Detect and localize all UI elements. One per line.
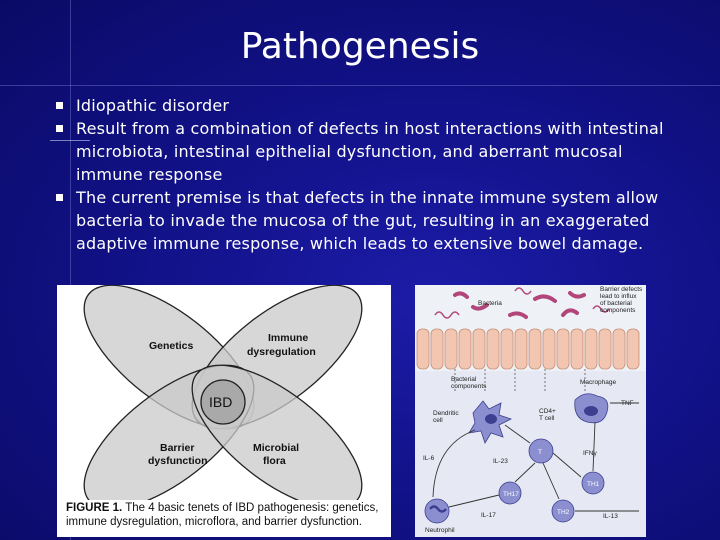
barrier-note-line3: of bacterial <box>600 300 632 307</box>
square-bullet-icon <box>56 125 63 132</box>
tnf-label: TNF <box>621 400 634 407</box>
bullet-text: The current premise is that defects in the innate immune system allow bacteria to invade the mucosa of the gut, resulting in an exaggerated adaptive immune response, which leads to extensive bowel damage. <box>76 188 659 253</box>
il23-label: IL-23 <box>493 458 508 465</box>
square-bullet-icon <box>56 102 63 109</box>
th1-label: TH1 <box>587 481 600 488</box>
bacterial-components-line1: Bacterial <box>451 376 477 383</box>
dendritic-label-line1: Dendritic <box>433 410 459 417</box>
bacteria-label: Bacteria <box>478 300 502 307</box>
bacteria-icon <box>510 313 526 317</box>
immune-label-line1: Immune <box>268 332 309 344</box>
genetics-label: Genetics <box>149 340 194 352</box>
ibd-center-label: IBD <box>209 394 233 410</box>
bullet-item <box>56 186 676 255</box>
bacteria-icon <box>570 293 584 297</box>
barrier-label-line1: Barrier <box>160 442 195 454</box>
bacteria-spiral-icon <box>435 312 459 318</box>
bullet-item <box>56 94 676 117</box>
epithelium-layer <box>417 329 639 369</box>
barrier-label-line2: dysfunction <box>148 455 208 467</box>
bullet-item <box>56 117 676 186</box>
bullet-text: Result from a combination of defects in host interactions with intestinal microbiota, intestinal epithelial dysfunction, and aberrant mucosal immune response <box>76 119 664 184</box>
mechanism-diagram <box>415 285 646 537</box>
th17-label: TH17 <box>503 491 519 498</box>
bacteria-icon <box>563 310 577 315</box>
nucleus-icon <box>485 414 497 424</box>
dendritic-label-line2: cell <box>433 417 443 424</box>
figure-caption-text: The 4 basic tenets of IBD pathogenesis: genetics, immune dysregulation, microflora, and barrier dysfunction. <box>66 502 379 528</box>
t-cell-label: T <box>538 449 542 456</box>
barrier-note-line1: Barrier defects <box>600 286 643 293</box>
bacterial-components-line2: components <box>451 383 487 390</box>
nucleus-icon <box>584 406 598 416</box>
figure-caption <box>66 501 386 529</box>
barrier-note-line2: lead to influx <box>600 293 637 300</box>
barrier-note-line4: components <box>600 307 636 314</box>
il13-label: IL-13 <box>603 513 618 520</box>
decorative-horizontal-line <box>0 85 720 86</box>
microbial-label-line2: flora <box>263 455 286 467</box>
macrophage-label: Macrophage <box>580 379 617 386</box>
slide-title: Pathogenesis <box>240 26 480 67</box>
cd4-label-line2: T cell <box>539 415 555 422</box>
bacteria-icon <box>455 293 467 297</box>
tenets-diagram <box>57 285 391 500</box>
bacteria-icon <box>535 296 555 301</box>
il17-label: IL-17 <box>481 512 496 519</box>
il6-label: IL-6 <box>423 455 435 462</box>
microbial-label-line1: Microbial <box>253 442 300 454</box>
bacteria-spiral-icon <box>515 288 531 294</box>
cd4-label-line1: CD4+ <box>539 408 556 415</box>
bullet-list <box>56 94 676 255</box>
square-bullet-icon <box>56 194 63 201</box>
ifng-label: IFNγ <box>583 450 597 457</box>
ibd-tenets-figure <box>57 285 391 537</box>
figure-caption-label: FIGURE 1. <box>66 502 123 514</box>
neutrophil-label: Neutrophil <box>425 527 455 534</box>
pathogenesis-mechanism-figure <box>415 285 646 537</box>
immune-label-line2: dysregulation <box>247 346 316 358</box>
bullet-text: Idiopathic disorder <box>76 96 230 115</box>
th2-label: TH2 <box>557 509 570 516</box>
